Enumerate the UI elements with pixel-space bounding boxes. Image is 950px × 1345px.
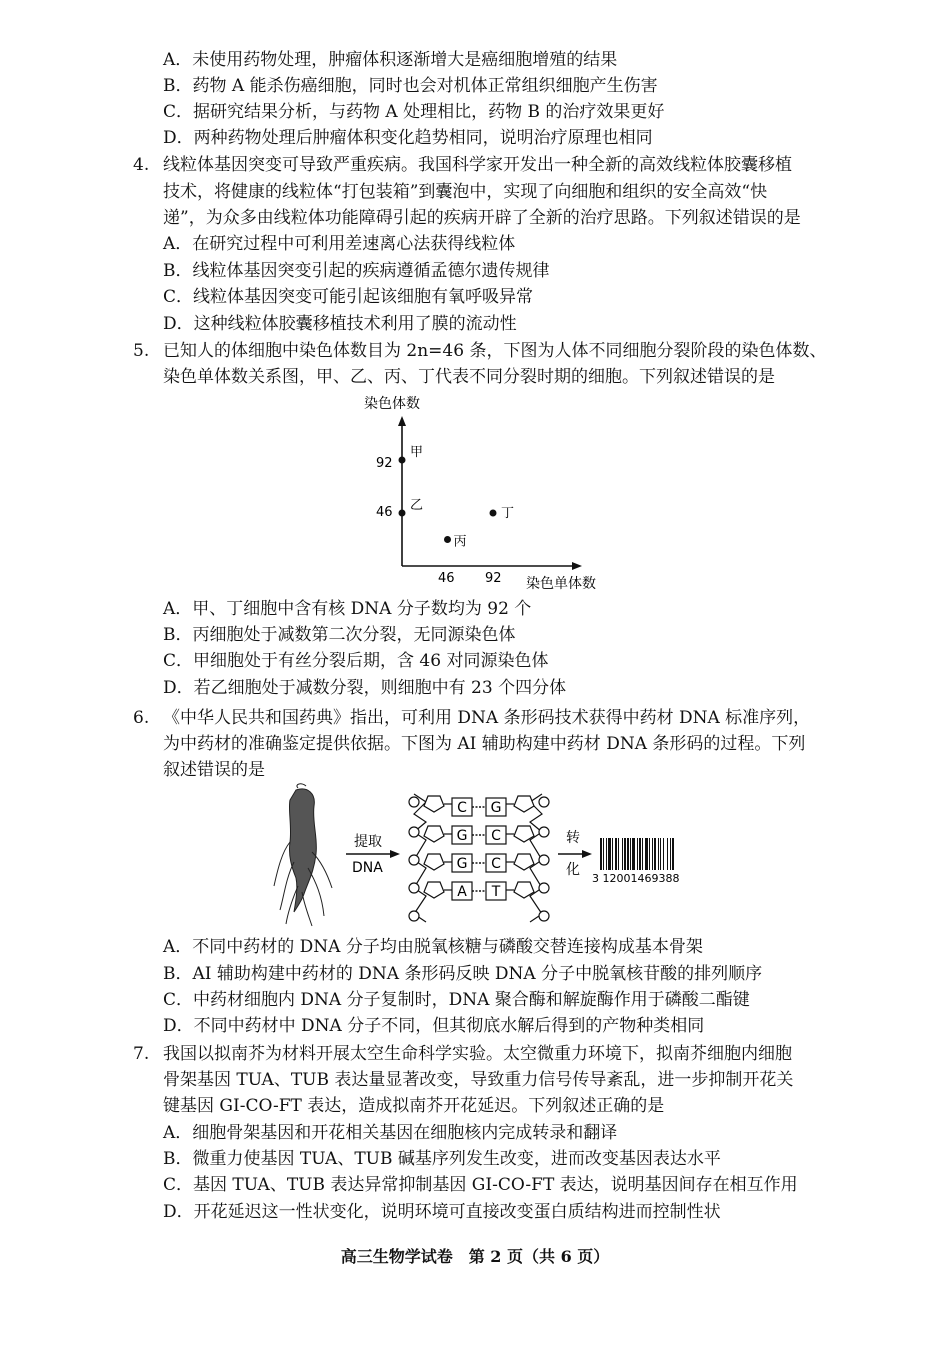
chart-point-label-3: 丁 [501,506,515,521]
arrow-convert-top: 转 [566,830,580,846]
barcode-bar [670,838,671,870]
barcode-bars [600,838,674,870]
q6-stem-line: 叙述错误的是 [163,760,265,780]
chart-x-arrow [572,562,582,570]
barcode-bar [642,838,643,870]
q7-number: 7. [133,1044,150,1064]
barcode-bar [603,838,604,870]
q6-option-d: D．不同中药材中 DNA 分子不同，但其彻底水解后得到的产物种类相同 [163,1016,705,1036]
q3-option-d: D．两种药物处理后肿瘤体积变化趋势相同，说明治疗原理也相同 [163,128,653,148]
base-letter: T [491,884,501,900]
q4-option-b: B．线粒体基因突变引起的疾病遵循孟德尔遗传规律 [163,261,550,281]
q7-option-b: B．微重力使基因 TUA、TUB 碱基序列发生改变，进而改变基因表达水平 [163,1149,721,1169]
barcode-bar [627,838,629,870]
base-pairs [452,798,506,900]
base-letter: A [457,884,467,900]
barcode-bar [639,838,641,870]
chart-point-1 [399,510,406,517]
q4-stem-line: 技术，将健康的线粒体“打包装箱”到囊泡中，实现了向细胞和组织的安全高效“快 [163,182,768,202]
chart-y-tick: 46 [376,505,393,520]
barcode-bar [608,838,611,870]
q7-stem-line: 我国以拟南芥为材料开展太空生命科学实验。太空微重力环境下，拟南芥细胞内细胞 [163,1044,792,1064]
q5-option-a: A．甲、丁细胞中含有核 DNA 分子数均为 92 个 [163,599,532,619]
chart-x-label: 染色单体数 [526,576,596,592]
q4-option-a: A．在研究过程中可利用差速离心法获得线粒体 [163,234,516,254]
q4-number: 4. [133,155,150,175]
q3-option-b: B．药物 A 能杀伤癌细胞，同时也会对机体正常组织细胞产生伤害 [163,76,658,96]
base-letter: G [456,828,468,844]
base-letter: C [491,828,501,844]
chart-point-3 [490,510,497,517]
barcode-bar [632,838,635,870]
q5-stem-line: 染色单体数关系图，甲、乙、丙、丁代表不同分裂时期的细胞。下列叙述错误的是 [163,367,775,387]
barcode-bar [667,838,668,870]
chart-point-0 [399,457,406,464]
chart-y-arrow [398,416,406,426]
q6-number: 6. [133,708,150,728]
q5-stem-line: 已知人的体细胞中染色体数目为 2n=46 条，下图为人体不同细胞分裂阶段的染色体数、 [163,341,827,361]
q7-option-c: C．基因 TUA、TUB 表达异常抑制基因 GI-CO-FT 表达，说明基因间存在相互作用 [163,1175,798,1195]
q5-option-d: D．若乙细胞处于减数分裂，则细胞中有 23 个四分体 [163,678,567,698]
q4-option-c: C．线粒体基因突变可能引起该细胞有氧呼吸异常 [163,287,534,307]
q3-option-a: A．未使用药物处理，肿瘤体积逐渐增大是癌细胞增殖的结果 [163,50,618,70]
barcode-number: 3 12001469388 [592,872,680,885]
q5-option-c: C．甲细胞处于有丝分裂后期，含 46 对同源染色体 [163,651,549,671]
barcode-bar [658,838,659,870]
dna-ladder [409,794,549,922]
q4-option-d: D．这种线粒体胶囊移植技术利用了膜的流动性 [163,314,517,334]
barcode-bar [672,838,674,870]
q6-option-b: B．AI 辅助构建中药材的 DNA 条形码反映 DNA 分子中脱氧核苷酸的排列顺序 [163,964,763,984]
chart-point-2 [444,536,451,543]
chart-y-tick: 92 [376,456,393,471]
q6-stem-line: 为中药材的准确鉴定提供依据。下图为 AI 辅助构建中药材 DNA 条形码的过程。下列 [163,734,806,754]
q6-option-c: C．中药材细胞内 DNA 分子复制时，DNA 聚合酶和解旋酶作用于磷酸二酯键 [163,990,750,1010]
arrow-dna-label: DNA [352,860,383,876]
chart-point-label-1: 乙 [410,498,424,513]
barcode-bar [637,838,638,870]
barcode-bar [606,838,607,870]
page-footer: 高三生物学试卷 第 2 页（共 6 页） [340,1247,610,1266]
barcode-bar [624,838,626,870]
chart-x-tick: 46 [438,571,455,586]
q5-number: 5. [133,341,150,361]
barcode-bar [618,838,619,870]
base-letter: C [491,856,501,872]
barcode-bar [649,838,650,870]
q3-option-c: C．据研究结果分析，与药物 A 处理相比，药物 B 的治疗效果更好 [163,102,665,122]
extract-arrowhead [390,850,400,858]
base-letter: G [456,856,468,872]
q4-stem-line: 线粒体基因突变可导致严重疾病。我国科学家开发出一种全新的高效线粒体胶囊移植 [163,155,792,175]
chart-points [399,445,515,550]
q6-stem-line: 《中华人民共和国药典》指出，可利用 DNA 条形码技术获得中药材 DNA 标准序列， [163,708,811,728]
convert-arrowhead [582,850,592,858]
chart-x-tick: 92 [485,571,502,586]
q7-option-d: D．开花延迟这一性状变化，说明环境可直接改变蛋白质结构进而控制性状 [163,1202,721,1222]
arrow-convert-bottom: 化 [566,862,580,878]
q7-option-a: A．细胞骨架基因和开花相关基因在细胞核内完成转录和翻译 [163,1123,618,1143]
chromosome-chart [350,390,640,595]
barcode-bar [645,838,648,870]
q7-stem-line: 骨架基因 TUA、TUB 表达量显著改变，导致重力信号传导紊乱，进一步抑制开花关 [163,1070,794,1090]
barcode-bar [612,838,613,870]
chart-point-label-0: 甲 [410,445,424,460]
arrow-extract-label: 提取 [354,834,382,850]
q7-stem-line: 键基因 GI-CO-FT 表达，造成拟南芥开花延迟。下列叙述正确的是 [163,1096,665,1116]
barcode-bar [654,838,656,870]
barcode-bar [600,838,602,870]
chart-y-label: 染色体数 [364,396,420,412]
herb-root-illustration [274,784,332,926]
chart-point-label-2: 丙 [453,534,467,550]
base-letter: C [457,800,467,816]
barcode-bar [652,838,653,870]
q5-option-b: B．丙细胞处于减数第二次分裂，无同源染色体 [163,625,516,645]
q4-stem-line: 递”，为众多由线粒体功能障碍引起的疾病开辟了全新的治疗思路。下列叙述错误的是 [163,208,801,228]
barcode-bar [615,838,617,870]
barcode-bar [663,838,664,870]
base-letter: G [490,800,502,816]
q6-option-a: A．不同中药材的 DNA 分子均由脱氧核糖与磷酸交替连接构成基本骨架 [163,937,703,957]
barcode-bar [622,838,623,870]
barcode-bar [630,838,631,870]
barcode-bar [660,838,661,870]
dna-barcode-figure [268,782,708,930]
